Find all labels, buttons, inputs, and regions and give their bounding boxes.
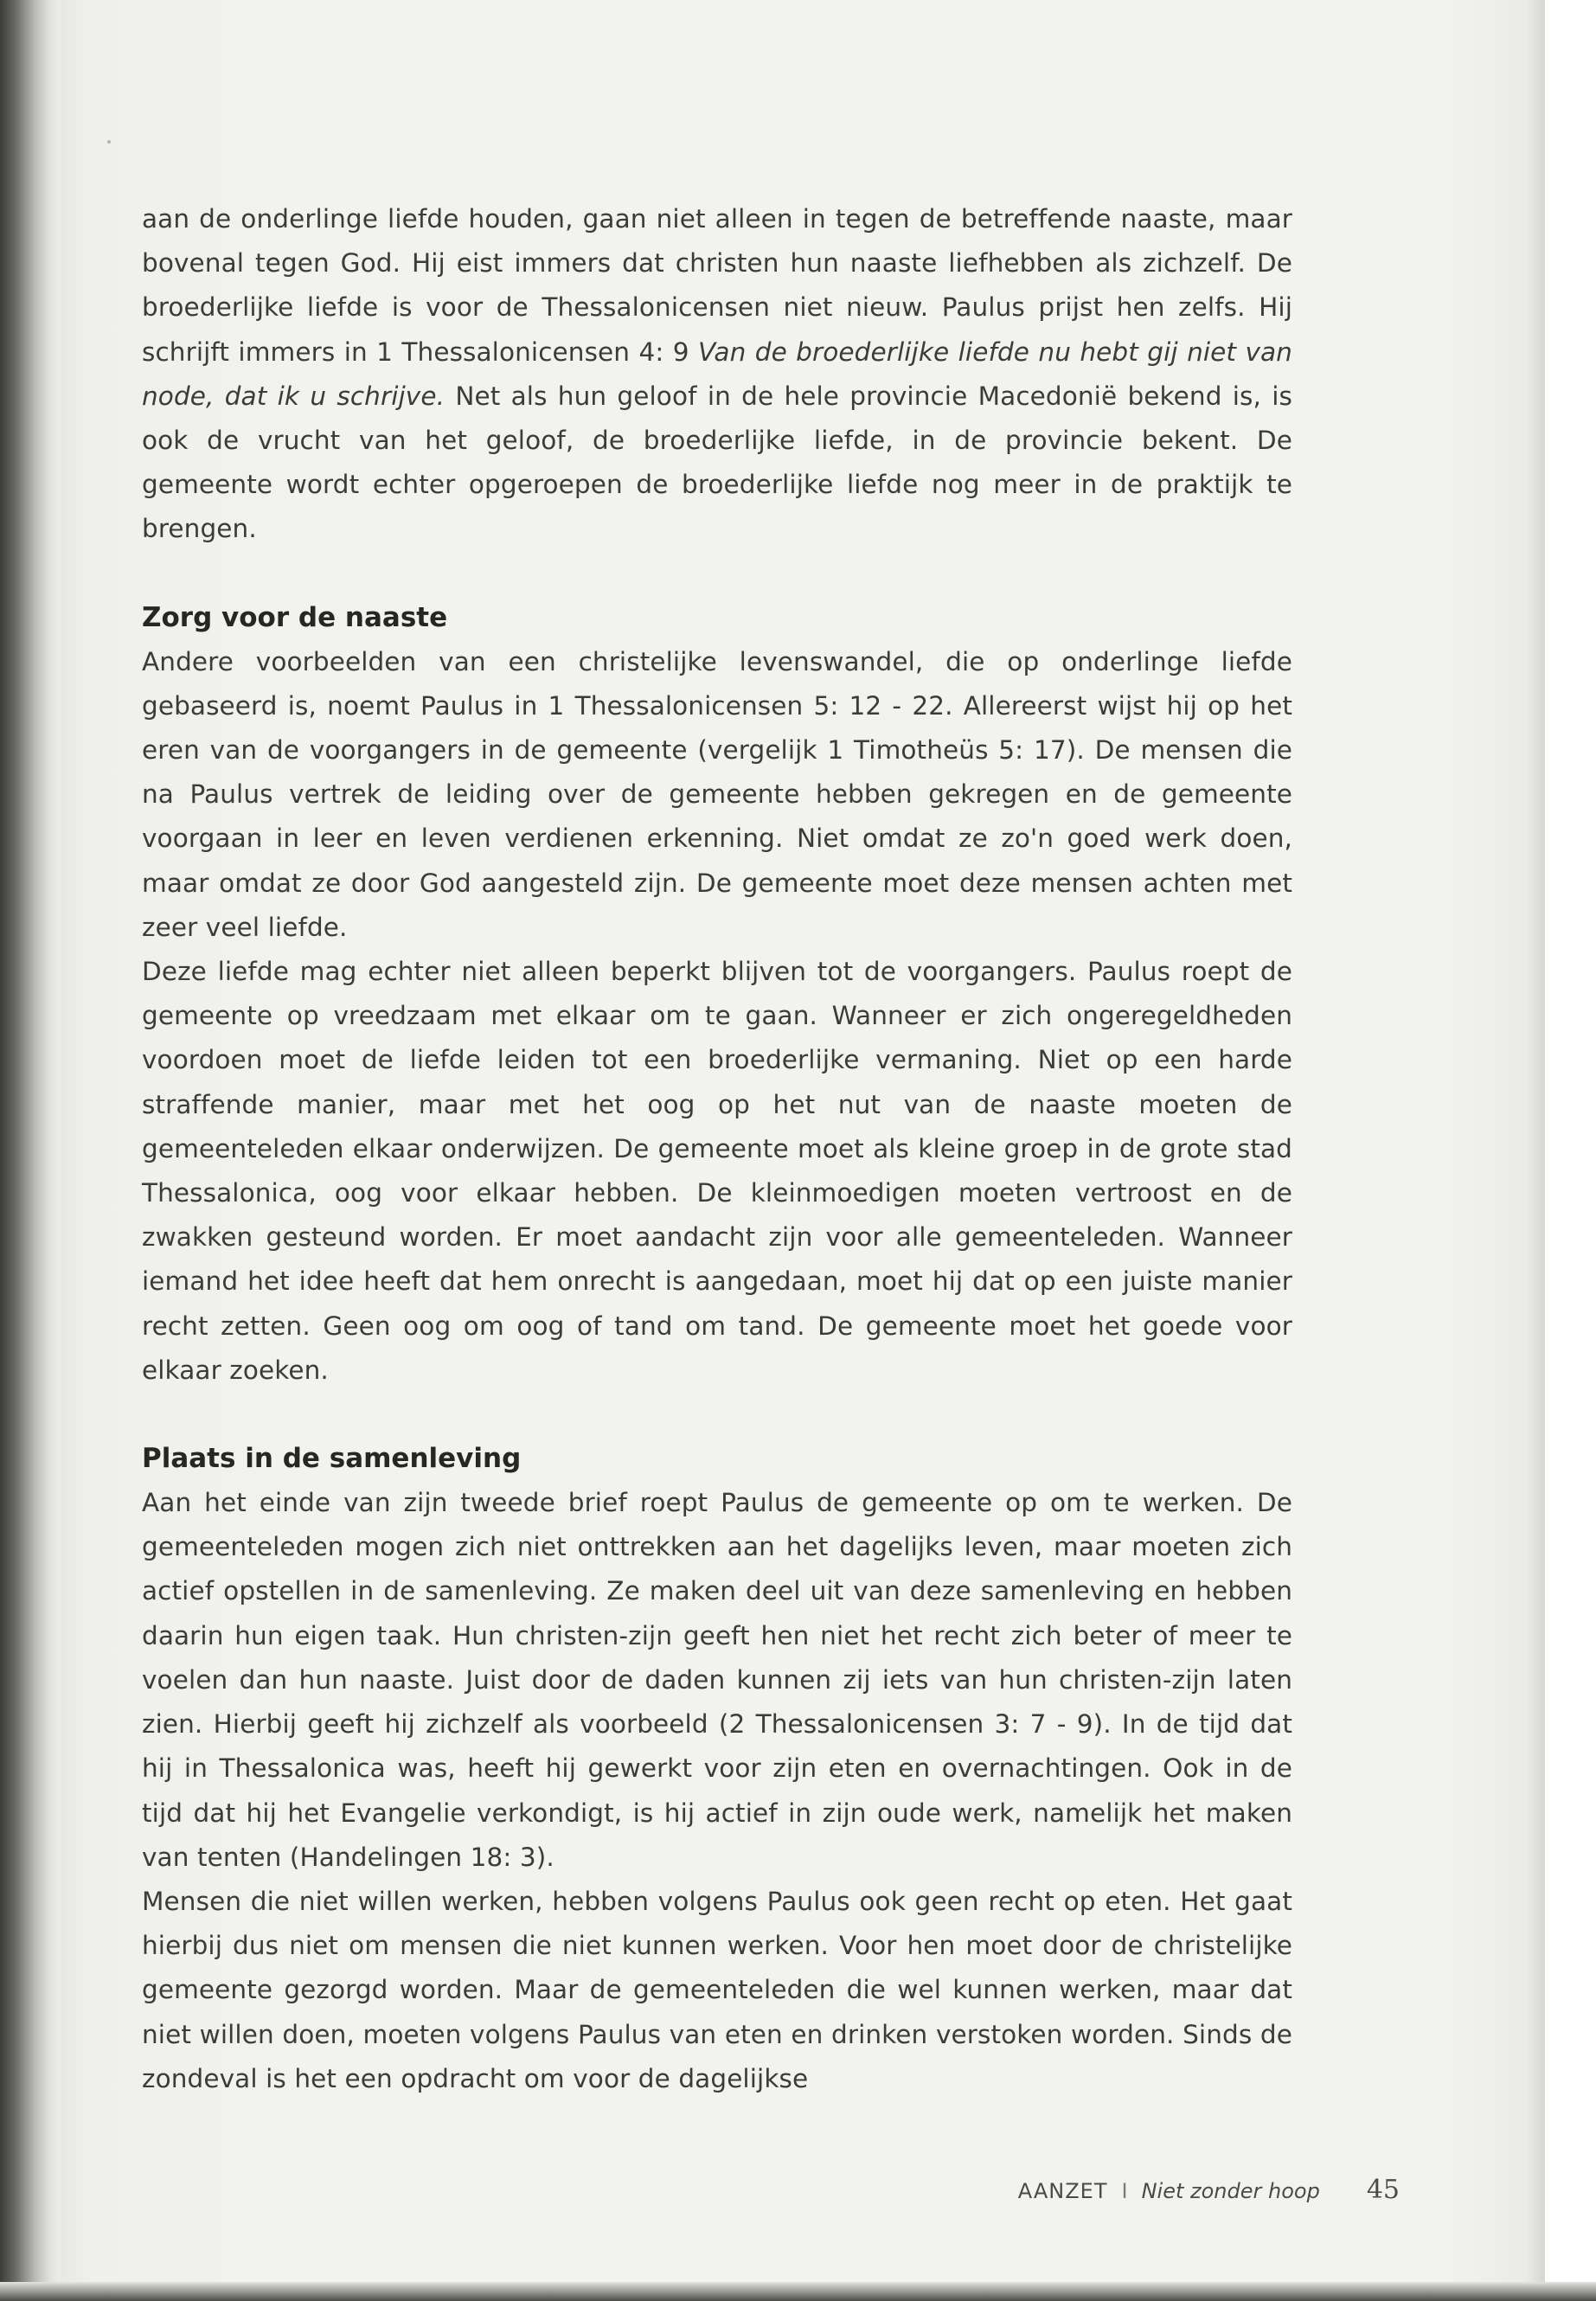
scan-right-margin (1543, 0, 1596, 2301)
page-number: 45 (1366, 2175, 1400, 2205)
series-name: AANZET (1017, 2179, 1108, 2203)
section-heading-plaats: Plaats in de samenleving (142, 1443, 522, 1475)
intro-text-before: aan de onderlinge liefde houden, gaan niet alleen in tegen de betreffende naaste, maar bovenal tegen God. Hij eist immers dat christen hun naaste liefhebben als zichzelf. De broederlijke liefde is voor de Thessalonicensen niet nieuw. Paulus prijst hen zelfs. Hij schrijft immers in 1 Thessalonicensen 4: 9 (142, 204, 1292, 367)
scan-bottom-edge (0, 2282, 1596, 2301)
intro-paragraph (142, 197, 1292, 552)
section2-paragraph-2: Mensen die niet willen werken, hebben volgens Paulus ook geen recht op eten. Het gaat hierbij dus niet om mensen die niet kunnen werken. Voor hen moet door de christelijke gemeente gezorgd worden. Maar de gemeenteleden die wel kunnen werken, maar dat niet willen doen, moeten volgens Paulus van eten en drinken verstoken worden. Sinds de zondeval is het een opdracht om voor de dagelijkse (142, 1886, 1292, 2093)
book-title: Niet zonder hoop (1141, 2179, 1320, 2203)
binding-shadow (0, 0, 61, 2301)
body-text (142, 197, 1292, 2101)
dust-speck (107, 140, 111, 144)
section1-paragraph-2: Deze liefde mag echter niet alleen beperkt blijven tot de voorgangers. Paulus roept de gemeente op vreedzaam met elkaar om te gaan. Wanneer er zich ongeregeldheden voordoen moet de liefde leiden tot een broederlijke vermaning. Niet op een harde straffende manier, maar met het oog op het nut van de naaste moeten de gemeenteleden elkaar onderwijzen. De gemeente moet als kleine groep in de grote stad Thessalonica, oog voor elkaar hebben. De kleinmoedigen moeten vertroost en de zwakken gesteund worden. Er moet aandacht zijn voor alle gemeenteleden. Wanneer iemand het idee heeft dat hem onrecht is aangedaan, moet hij dat op een juiste manier recht zetten. Geen oog om oog of tand om tand. De gemeente moet het goede voor elkaar zoeken. (142, 957, 1292, 1385)
section1-paragraph-1: Andere voorbeelden van een christelijke levenswandel, die op onderlinge liefde gebaseerd is, noemt Paulus in 1 Thessalonicensen 5: 12 - 22. Allereerst wijst hij op het eren van de voorgangers in de gemeente (vergelijk 1 Timotheüs 5: 17). De mensen die na Paulus vertrek de leiding over de gemeente hebben gekregen en de gemeente voorgaan in leer en leven verdienen erkenning. Niet omdat ze zo'n goed werk doen, maar omdat ze door God aangesteld zijn. De gemeente moet deze mensen achten met zeer veel liefde. (142, 646, 1292, 942)
running-footer (1018, 2175, 1400, 2205)
footer-separator: I (1121, 2179, 1128, 2203)
intro-text-after: Net als hun geloof in de hele provincie Macedonië bekend is, is ook de vrucht van het geloof, de broederlijke liefde, in de provincie bekent. De gemeente wordt echter opgeroepen de broederlijke liefde nog meer in de praktijk te brengen. (142, 381, 1292, 544)
section-heading-zorg: Zorg voor de naaste (142, 601, 448, 633)
section2-paragraph-1: Aan het einde van zijn tweede brief roept Paulus de gemeente op om te werken. De gemeenteleden mogen zich niet onttrekken aan het dagelijks leven, maar moeten zich actief opstellen in de samenleving. Ze maken deel uit van deze samenleving en hebben daarin hun eigen taak. Hun christen-zijn geeft hen niet het recht zich beter of meer te voelen dan hun naaste. Juist door de daden kunnen zij iets van hun christen-zijn laten zien. Hierbij geeft hij zichzelf als voorbeeld (2 Thessalonicensen 3: 7 - 9). In de tijd dat hij in Thessalonica was, heeft hij gewerkt voor zijn eten en overnachtingen. Ook in de tijd dat hij het Evangelie verkondigt, is hij actief in zijn oude werk, namelijk het maken van tenten (Handelingen 18: 3). (142, 1488, 1292, 1872)
bible-quote: Van de broederlijke liefde nu hebt gij niet van node, dat ik u schrijve. (142, 336, 1292, 411)
